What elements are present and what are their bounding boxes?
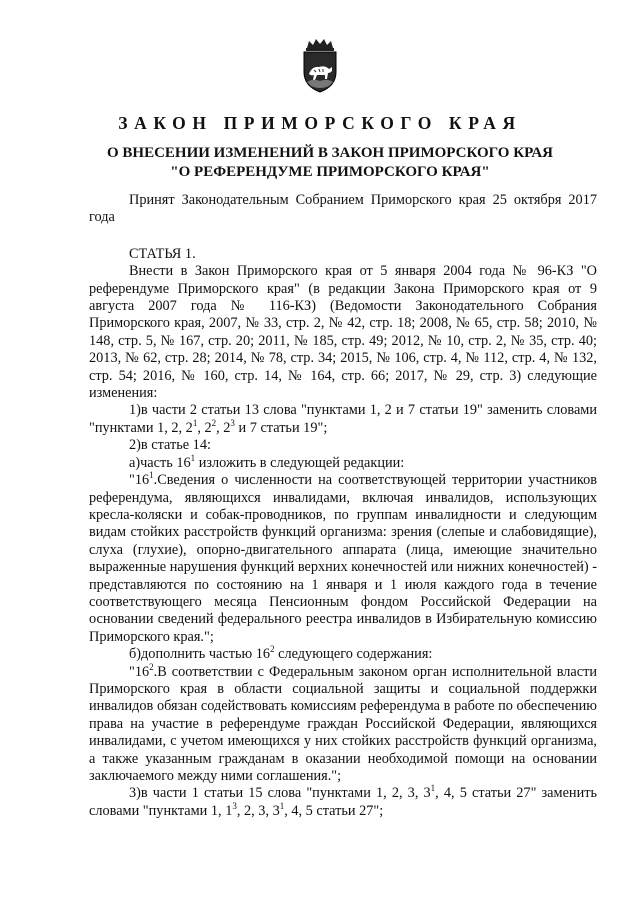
law-body [89,192,597,820]
article-intro: Внести в Закон Приморского края от 5 января 2004 года № 96-КЗ "О референдуме Приморского края" (в редакции Закона Приморского края от 9 августа 2007 года № 116-КЗ) (Ведомости Законодательного Собрания Приморского края, 2007, № 33, стр. 2, № 42, стр. 18; 2008, № 65, стр. 58; 2010, № 148, стр. 5, № 167, стр. 20; 2011, № 185, стр. 49; 2012, № 10, стр. 2, № 35, стр. 40; 2013, № 62, стр. 28; 2014, № 78, стр. 34; 2015, № 106, стр. 4, № 112, стр. 4, № 132, стр. 54; 2016, № 160, стр. 14, № 164, стр. 66; 2017, № 29, стр. 3) следующие изменения: [89,263,597,402]
coat-of-arms-icon [299,38,341,94]
part-16-1-text: "$16^1.Сведения$ о численности на соответствующей территории участников референдума, являющихся инвалидами, включая инвалидов, использующих кресла-коляски и собак-проводников, по группам инвалидности и следующим видам стойких расстройств функций организма: зрения (слепые и слабовидящие), слуха (глухие), опорно-двигательного аппарата (лица, имеющие значительно выраженные нарушения функций верхних конечностей или нижних конечностей) - представляются по состоянию на 1 января и 1 июля каждого года в течение соответствующего месяца Пенсионным фондом Российской Федерации на основании сведений федерального реестра инвалидов в Избирательную комиссию Приморского края."; [89,470,597,645]
law-title: ЗАКОН ПРИМОРСКОГО КРАЯ [118,113,522,133]
item-2b: б)дополнить частью $16^2$ следующего содержания: [129,644,433,663]
subtitle-line-2: "О РЕФЕРЕНДУМЕ ПРИМОРСКОГО КРАЯ" [170,164,490,180]
article-heading: СТАТЬЯ 1. [129,245,196,262]
item-2: 2)в статье 14: [129,437,211,454]
law-subtitle [60,144,600,182]
item-2a: а)часть $16^1$ изложить в следующей редакции: [129,452,405,471]
subtitle-line-1: О ВНЕСЕНИИ ИЗМЕНЕНИЙ В ЗАКОН ПРИМОРСКОГО КРАЯ [107,145,553,161]
part-16-2-text: "$16^2.В$ соответствии с Федеральным законом орган исполнительной власти Приморского края в области социальной защиты и социальной поддержки инвалидов обязан содействовать комиссиям референдума в работе по обеспечению права на участие в референдуме граждан Российской Федерации, являющихся инвалидами, с учетом имеющихся у них стойких расстройств функций организма, а также указанным гражданам в оказании необходимой помощи на основании заключаемого между ними соглашения."; [89,661,597,784]
item-1: 1)в части 2 статьи 13 слова "пунктами 1, 2 и 7 статьи 19" заменить словами "пунктами 1, 2, $2^1$, $2^2$, $2^3$ и 7 статьи 19"; [89,402,597,436]
adoption-note: Принят Законодательным Собранием Приморского края 25 октября 2017 года [89,192,597,226]
item-3: 3)в части 1 статьи 15 слова "пунктами 1, 2, 3, $3^1$, 4, 5 статьи 27" заменить словами "пунктами 1, $1^3$, 2, 3, $3^1$, 4, 5 статьи 27"; [89,783,597,819]
